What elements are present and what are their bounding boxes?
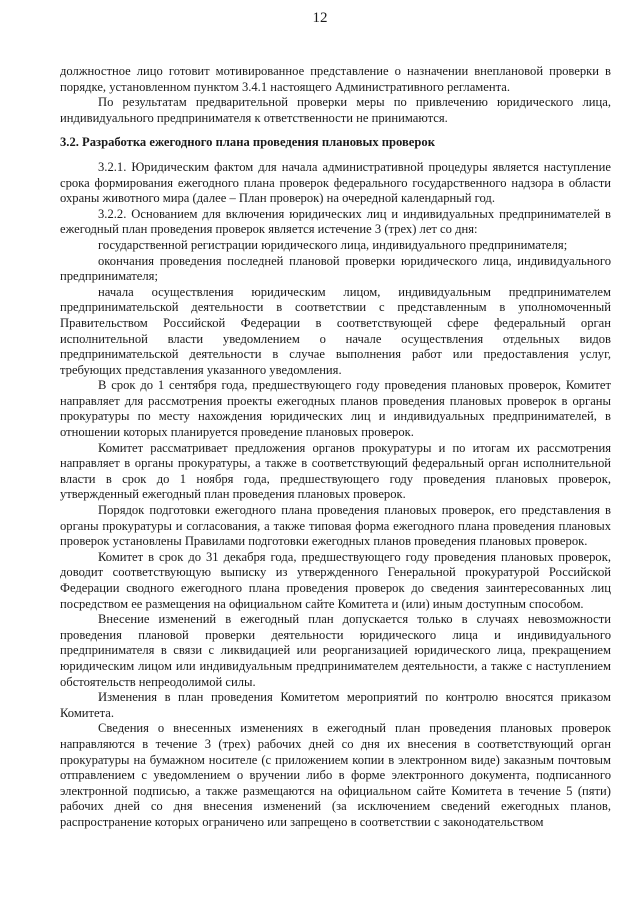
paragraph: окончания проведения последней плановой проверки юридического лица, индивидуального предпринимателя; bbox=[60, 253, 611, 284]
paragraph: начала осуществления юридическим лицом, индивидуальным предпринимателем предпринимательской деятельности в соответствии с представленным в уполномоченный Правительством Российской Федерации в соответствующей сфере федеральный орган исполнительной власти уведомлением о начале осуществления отдельных видов предпринимательской деятельности в случае выполнения работ или предоставления услуг, требующих представления указанного уведомления. bbox=[60, 284, 611, 377]
paragraph: 3.2.1. Юридическим фактом для начала административной процедуры является наступление срока формирования ежегодного плана проверок федерального государственного надзора в области охраны животного мира (далее – План проверок) на очередной календарный год. bbox=[60, 159, 611, 206]
paragraph: Внесение изменений в ежегодный план допускается только в случаях невозможности проведения плановой проверки деятельности юридического лица и индивидуального предпринимателя в связи с ликвидацией или реорганизацией юридического лица, прекращением юридическим лицом или индивидуальным предпринимателем деятельности, а также с наступлением обстоятельств непреодолимой силы. bbox=[60, 612, 611, 689]
document-body bbox=[60, 64, 611, 831]
page-number: 12 bbox=[312, 10, 328, 26]
paragraph: Изменения в план проведения Комитетом мероприятий по контролю вносятся приказом Комитета. bbox=[60, 690, 611, 720]
paragraph: Комитет рассматривает предложения органов прокуратуры и по итогам их рассмотрения направляет в органы прокуратуры, а также в соответствующий федеральный орган исполнительной власти в срок до 1 ноября года, предшествующего году проведения плановых проверок, утвержденный ежегодный план проведения плановых проверок. bbox=[60, 440, 611, 502]
paragraph: 3.2.2. Основанием для включения юридических лиц и индивидуальных предпринимателей в ежегодный план проведения проверок является истечение 3 (трех) лет со дня: bbox=[60, 206, 611, 237]
paragraph: По результатам предварительной проверки меры по привлечению юридического лица, индивидуального предпринимателя к ответственности не принимаются. bbox=[60, 95, 611, 125]
paragraph: должностное лицо готовит мотивированное представление о назначении внеплановой проверки в порядке, установленном пунктом 3.4.1 настоящего Административного регламента. bbox=[60, 64, 611, 94]
paragraph: Порядок подготовки ежегодного плана проведения плановых проверок, его представления в органы прокуратуры и согласования, а также типовая форма ежегодного плана проведения плановых проверок установлены Правилами подготовки ежегодных планов проведения плановых проверок. bbox=[60, 503, 611, 549]
section-heading: 3.2. Разработка ежегодного плана проведения плановых проверок bbox=[60, 135, 435, 150]
spacer bbox=[60, 151, 611, 160]
paragraph: Сведения о внесенных изменениях в ежегодный план проведения плановых проверок направляются в течение 3 (трех) рабочих дней со дня их внесения в соответствующий орган прокуратуры на бумажном носителе (с приложением копии в электронном виде) заказным почтовым отправлением с уведомлением о вручении либо в форме электронного документа, подписанного электронной подписью, а также размещаются на официальном сайте Комитета в течение 5 (пяти) рабочих дней со дня внесения изменений (за исключением сведений ежегодных планов, распространение которых ограничено или запрещено в соответствии с законодательством bbox=[60, 721, 611, 829]
paragraph: государственной регистрации юридического лица, индивидуального предпринимателя; bbox=[98, 237, 568, 252]
spacer bbox=[60, 126, 611, 135]
paragraph: Комитет в срок до 31 декабря года, предшествующего году проведения плановых проверок, доводит соответствующую выписку из утвержденного Генеральной прокуратурой Российской Федерации сводного ежегодного плана проведения проверок до сведения заинтересованных лиц посредством ее размещения на официальном сайте Комитета и (или) иным доступным способом. bbox=[60, 549, 611, 611]
main-paragraphs bbox=[60, 160, 611, 831]
top-paragraphs bbox=[60, 64, 611, 126]
paragraph: В срок до 1 сентября года, предшествующего году проведения плановых проверок, Комитет направляет для рассмотрения проекты ежегодных планов проведения плановых проверок в органы прокуратуры по месту нахождения юридических лиц и индивидуальных предпринимателей, в отношении которых планируется проведение плановых проверок. bbox=[60, 378, 611, 440]
